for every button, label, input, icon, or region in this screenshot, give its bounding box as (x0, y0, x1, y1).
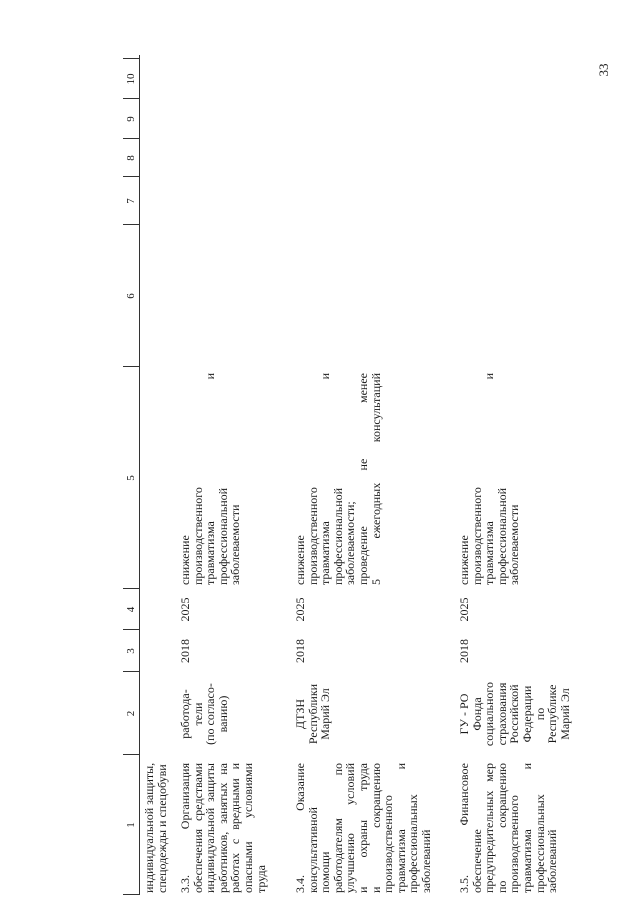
row-activity-3-5: 3.5. Финансовое обеспечение предупредительных мер по сокращению производственного травматизма и профессиональных заболеваний (457, 763, 560, 893)
row-activity-3-3: 3.3. Организация обеспечения средствами индивидуальной защиты работников, занятых на работах с вредными и опасными условиями труда (178, 763, 268, 893)
row-start-year-3-3: 2018 (178, 639, 192, 663)
table-rotated-container (123, 55, 639, 895)
row-executor-3-4: ДТЗН Республики Марий Эл (293, 683, 333, 745)
header-col-7: 7 (125, 198, 137, 204)
header-col-6: 6 (125, 293, 137, 299)
header-col-4: 4 (125, 606, 137, 613)
row-start-year-3-5: 2018 (457, 639, 471, 663)
header-col-8: 8 (125, 155, 137, 161)
row-end-year-3-5: 2025 (457, 597, 471, 622)
header-divider (123, 58, 139, 59)
row-result-3-4: снижение производственного травматизма и профессиональной заболеваемости; проведение не менее 5 ежегодных консультаций (293, 373, 383, 585)
header-col-2: 2 (125, 710, 137, 717)
row-start-year-3-4: 2018 (293, 639, 307, 663)
header-col-10: 10 (125, 73, 137, 85)
header-col-9: 9 (125, 116, 137, 122)
row-executor-3-3: работода- тели (по согласо- ванию) (178, 683, 230, 745)
continuation-text: индивидуальной защиты, спецодежды и спецобуви (142, 762, 169, 893)
row-end-year-3-4: 2025 (293, 597, 307, 622)
row-activity-3-4: 3.4. Оказание консультативной помощи работодателям по улучшению условий и охраны труда и сокращению производственного травматизма и профессиональных заболеваний (293, 763, 433, 893)
row-end-year-3-3: 2025 (178, 597, 192, 622)
header-col-3: 3 (125, 648, 137, 654)
table-header-row (123, 55, 140, 895)
page-number: 33 (596, 63, 611, 77)
row-executor-3-5: ГУ - РО Фонда социального страхования Российской Федерации по Республике Марий Эл (457, 681, 572, 747)
row-result-3-5: снижение производственного травматизма и профессиональной заболеваемости (457, 373, 522, 585)
header-col-5: 5 (125, 475, 137, 481)
header-col-1: 1 (125, 822, 137, 828)
row-result-3-3: снижение производственного травматизма и профессиональной заболеваемости (178, 373, 243, 585)
